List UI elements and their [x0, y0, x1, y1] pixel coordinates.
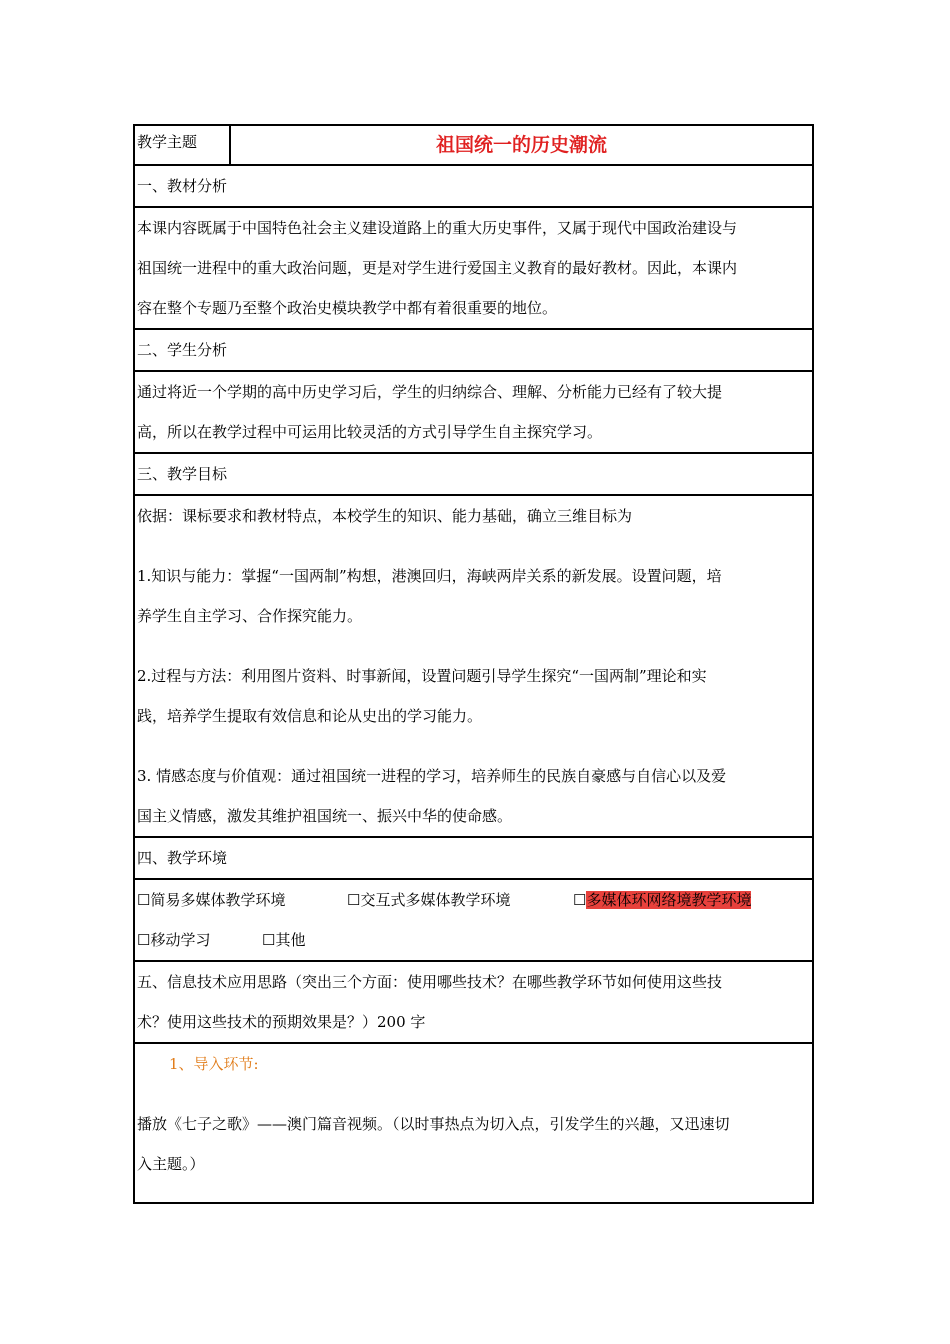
topic-label: 教学主题 [134, 125, 230, 165]
text-line: 容在整个专题乃至整个政治史模块教学中都有着很重要的地位。 [137, 299, 558, 317]
text-line: 本课内容既属于中国特色社会主义建设道路上的重大历史事件，又属于现代中国政治建设与 [137, 219, 738, 237]
lesson-title: 祖国统一的历史潮流 [230, 125, 813, 165]
section-heading-students: 二、学生分析 [134, 329, 813, 371]
objective-knowledge: 养学生自主学习、合作探究能力。 [137, 607, 363, 625]
option-other[interactable]: ☐其他 [262, 931, 306, 949]
student-analysis [134, 371, 813, 453]
title-row [134, 125, 813, 165]
option-mobile-learning[interactable]: ☐移动学习 [137, 931, 211, 949]
section-heading-objectives: 三、教学目标 [134, 453, 813, 495]
teaching-objectives [134, 495, 813, 837]
text-line: 祖国统一进程中的重大政治问题，更是对学生进行爱国主义教育的最好教材。因此，本课内 [137, 259, 738, 277]
objective-knowledge: 1.知识与能力：掌握“一国两制”构想，港澳回归，海峡两岸关系的新发展。设置问题，培 [137, 567, 722, 585]
section-heading-materials: 一、教材分析 [134, 165, 813, 207]
lesson-plan-table [133, 124, 814, 1204]
objective-process: 践，培养学生提取有效信息和论从史出的学习能力。 [137, 707, 483, 725]
option-interactive-multimedia[interactable]: ☐交互式多媒体教学环境 [347, 891, 511, 909]
objective-attitude: 3. 情感态度与价值观：通过祖国统一进程的学习，培养师生的民族自豪感与自信心以及爱 [137, 767, 727, 785]
option-simple-multimedia[interactable]: ☐简易多媒体教学环境 [137, 891, 286, 909]
environment-options [134, 879, 813, 961]
text-line: 播放《七子之歌》——澳门篇音视频。（以时事热点为切入点，引发学生的兴趣，又迅速切 [137, 1115, 730, 1133]
section-heading-environment: 四、教学环境 [134, 837, 813, 879]
objectives-intro: 依据：课标要求和教材特点，本校学生的知识、能力基础，确立三维目标为 [137, 507, 633, 525]
text-line: 五、信息技术应用思路（突出三个方面：使用哪些技术？在哪些教学环节如何使用这些技 [137, 973, 723, 991]
materials-analysis [134, 207, 813, 329]
checkbox-icon: ☐ [573, 891, 587, 909]
lesson-plan [133, 124, 814, 1204]
section-heading-it-application [134, 961, 813, 1043]
text-line: 入主题。） [137, 1155, 205, 1173]
intro-step [134, 1043, 813, 1203]
text-line: 术？使用这些技术的预期效果是？）200 字 [137, 1013, 426, 1031]
objective-process: 2.过程与方法：利用图片资料、时事新闻，设置问题引导学生探究“一国两制”理论和实 [137, 667, 707, 685]
text-line: 通过将近一个学期的高中历史学习后，学生的归纳综合、理解、分析能力已经有了较大提 [137, 383, 723, 401]
text-line: 高，所以在教学过程中可运用比较灵活的方式引导学生自主探究学习。 [137, 423, 603, 441]
highlighted-option-label: 多媒体环网络境教学环境 [586, 891, 752, 909]
step-heading: 1、导入环节: [169, 1055, 259, 1073]
objective-attitude: 国主义情感，激发其维护祖国统一、振兴中华的使命感。 [137, 807, 513, 825]
option-network-multimedia[interactable] [573, 880, 751, 920]
